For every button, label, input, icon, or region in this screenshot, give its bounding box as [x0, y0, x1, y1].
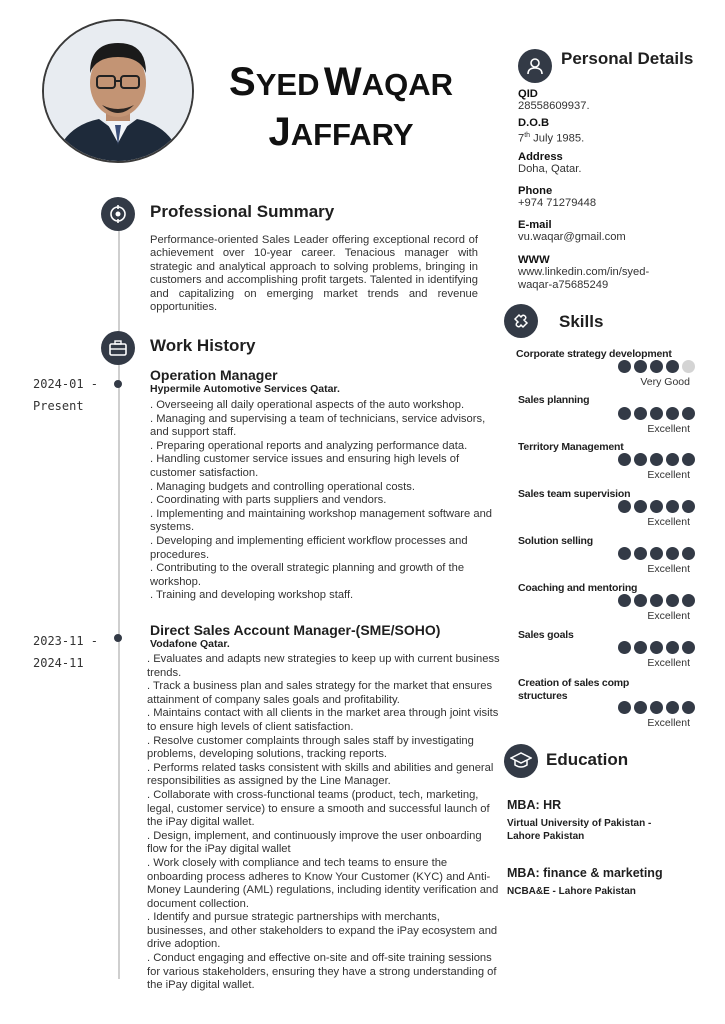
name-line-1 [196, 62, 486, 102]
qid-label: QID [518, 88, 538, 100]
skill-rating-label: Excellent [647, 657, 690, 669]
work-history-title: Work History [150, 336, 256, 355]
rating-dot-filled [682, 453, 695, 466]
skill-rating-dots [618, 547, 695, 560]
job2-company: Vodafone Qatar. [150, 638, 230, 650]
job1-company: Hypermile Automotive Services Qatar. [150, 383, 340, 395]
timeline-dot [114, 380, 122, 388]
middle-name-initial: W [323, 60, 362, 104]
skill-rating-label: Excellent [647, 516, 690, 528]
dob-value [518, 129, 718, 146]
skill-rating-label: Excellent [647, 717, 690, 729]
skill-name [518, 677, 629, 703]
personal-details [518, 88, 718, 293]
personal-details-title: Personal Details [561, 49, 694, 68]
list-item: . Performs related tasks consistent with skills and abilities and general responsibilities as assigned by the Line Manager. [147, 761, 494, 788]
list-item: . Managing and supervising a team of technicians, service advisors, and support staff. [150, 412, 486, 439]
edu2-school: NCBA&E - Lahore Pakistan [507, 886, 636, 897]
rating-dot-filled [650, 407, 663, 420]
rating-dot-filled [634, 360, 647, 373]
skill-rating-dots [618, 500, 695, 513]
skill-name: Territory Management [518, 441, 624, 453]
phone-label: Phone [518, 184, 553, 197]
rating-dot-filled [682, 594, 695, 607]
summary-icon [101, 197, 135, 231]
rating-dot-filled [682, 407, 695, 420]
rating-dot-filled [666, 641, 679, 654]
rating-dot-filled [634, 641, 647, 654]
rating-dot-filled [618, 594, 631, 607]
list-item: . Evaluates and adapts new strategies to keep up with current business trends. [147, 653, 500, 679]
skill-name: Solution selling [518, 535, 593, 547]
middle-name-rest: AQAR [361, 67, 453, 102]
skill-name: Coaching and mentoring [518, 582, 638, 594]
job1-title: Operation Manager [150, 367, 278, 383]
job1-date-start: 2024-01 - [33, 377, 99, 391]
www-label: WWW [518, 253, 550, 266]
puzzle-icon [504, 304, 538, 338]
skill-rating-dots [618, 453, 695, 466]
rating-dot-filled [650, 500, 663, 513]
rating-dot-filled [650, 547, 663, 560]
list-item: . Developing and implementing efficient workflow processes and procedures. [150, 534, 468, 561]
profile-photo [42, 19, 194, 163]
first-name-initial: S [229, 60, 256, 104]
last-name-rest: AFFARY [290, 117, 414, 152]
rating-dot-filled [634, 453, 647, 466]
skill-rating-dots [618, 360, 695, 373]
rating-dot-filled [634, 407, 647, 420]
email-value[interactable]: vu.waqar@gmail.com [518, 231, 626, 244]
rating-dot-filled [666, 547, 679, 560]
dob-day: 7 [518, 133, 525, 146]
rating-dot-filled [650, 641, 663, 654]
list-item: . Design, implement, and continuously improve the user onboarding flow for the iPay digital wallet [147, 829, 482, 856]
www-value-line1[interactable]: www.linkedin.com/in/syed- [518, 265, 650, 278]
rating-dot-filled [618, 547, 631, 560]
skills-title: Skills [559, 312, 604, 331]
rating-dot-filled [666, 407, 679, 420]
skill-rating-label: Excellent [647, 610, 690, 622]
summary-text: Performance-oriented Sales Leader offering exceptional record of achievement over 10-year career. Tenacious manager with strategic and analytical approach to solving problems, bringing in customers and accomplishing profit targets. Talented in identifying and capitalizing on emerging market trends and revenue opportunities. [150, 234, 478, 314]
rating-dot-filled [634, 701, 647, 714]
list-item: . Coordinating with parts suppliers and vendors. [150, 494, 387, 507]
list-item: . Collaborate with cross-functional teams (product, tech, marketing, legal, customer service) to ensure a smooth and successful launch of the iPay digital wallet. [147, 788, 490, 829]
skill-name: Corporate strategy development [516, 348, 672, 360]
first-name-rest: YED [255, 67, 320, 102]
rating-dot-filled [650, 360, 663, 373]
email-label: E-mail [518, 219, 552, 232]
list-item: . Track a business plan and sales strategy for the market that ensures attainment of company sales goals and profitability. [147, 680, 493, 706]
skill-name-line1: Creation of sales comp [518, 677, 630, 689]
rating-dot-filled [618, 701, 631, 714]
job2-dates [33, 630, 98, 674]
list-item: . Overseeing all daily operational aspects of the auto workshop. [150, 399, 465, 411]
list-item: . Managing budgets and controlling operational costs. [150, 480, 415, 493]
user-icon [518, 49, 552, 83]
rating-dot-filled [650, 594, 663, 607]
education-title: Education [546, 750, 629, 769]
timeline-line [118, 214, 120, 979]
rating-dot-filled [666, 360, 679, 373]
skill-rating-dots [618, 701, 695, 714]
list-item: . Work closely with compliance and tech teams to ensure the onboarding process adheres to Know Your Customer (KYC) and Anti-Money Laundering (AML) regulations, including identity verification and document collection. [147, 856, 499, 910]
rating-dot-filled [618, 641, 631, 654]
skill-name: Sales team supervision [518, 488, 631, 500]
rating-dot-filled [666, 453, 679, 466]
name-line-2 [196, 112, 486, 152]
www-value-line2[interactable]: waqar-a75685249 [518, 279, 609, 292]
job2-title: Direct Sales Account Manager-(SME/SOHO) [150, 622, 441, 638]
skill-rating-label: Excellent [647, 423, 690, 435]
rating-dot-filled [682, 701, 695, 714]
list-item: . Conduct engaging and effective on-site and off-site training sessions for various stakeholders, ensuring they have a strong understanding of the iPay digital wallet. [147, 952, 497, 992]
rating-dot-filled [650, 701, 663, 714]
rating-dot-filled [634, 500, 647, 513]
skill-name: Sales planning [518, 394, 590, 406]
job2-date-end: 2024-11 [33, 656, 84, 670]
skill-rating-label: Very Good [640, 376, 690, 388]
graduation-cap-icon [504, 744, 538, 778]
list-item: . Implementing and maintaining workshop management software and systems. [150, 507, 493, 534]
skill-rating-dots [618, 641, 695, 654]
skill-name: Sales goals [518, 629, 574, 641]
edu2-degree: MBA: finance & marketing [507, 866, 663, 880]
skill-rating-dots [618, 594, 695, 607]
dob-suffix: th [524, 132, 531, 140]
summary-title: Professional Summary [150, 202, 335, 221]
edu1-degree: MBA: HR [507, 798, 562, 812]
list-item: . Handling customer service issues and ensuring high levels of customer satisfaction. [150, 453, 460, 479]
list-item: . Identify and pursue strategic partnerships with merchants, businesses, and other stakeholders to expand the iPay ecosystem and drive adoption. [147, 911, 498, 951]
rating-dot-filled [666, 500, 679, 513]
list-item: . Contributing to the overall strategic planning and growth of the workshop. [150, 562, 465, 588]
skill-rating-dots [618, 407, 695, 420]
briefcase-icon [101, 331, 135, 365]
dob-rest: July 1985. [530, 133, 585, 146]
dob-label: D.O.B [518, 117, 550, 130]
list-item: . Maintains contact with all clients in the market area through joint visits to ensure high levels of client satisfaction. [147, 707, 499, 733]
skill-name-line2: structures [518, 690, 568, 702]
rating-dot-filled [634, 547, 647, 560]
edu1-school-line2: Lahore Pakistan [507, 831, 585, 842]
phone-value: +974 71279448 [518, 196, 597, 209]
skill-rating-label: Excellent [647, 563, 690, 575]
rating-dot-filled [650, 453, 663, 466]
rating-dot-filled [618, 360, 631, 373]
edu1-school [507, 817, 651, 843]
list-item: . Resolve customer complaints through sales staff by investigating problems, developing solutions, tracking reports. [147, 734, 474, 761]
rating-dot-filled [618, 453, 631, 466]
list-item: . Preparing operational reports and analyzing performance data. [150, 439, 468, 452]
edu1-school-line1: Virtual University of Pakistan - [507, 818, 652, 829]
qid-value: 28558609937. [518, 100, 590, 112]
rating-dot-filled [682, 500, 695, 513]
rating-dot-filled [666, 594, 679, 607]
timeline-dot [114, 634, 122, 642]
last-name-initial: J [268, 110, 291, 154]
skill-rating-label: Excellent [647, 469, 690, 481]
rating-dot-filled [682, 641, 695, 654]
job2-bullets [147, 653, 501, 993]
address-value: Doha, Qatar. [518, 162, 582, 175]
job2-date-start: 2023-11 - [33, 634, 99, 648]
rating-dot-empty [682, 360, 695, 373]
rating-dot-filled [666, 701, 679, 714]
address-label: Address [518, 150, 563, 163]
rating-dot-filled [618, 500, 631, 513]
job1-date-end: Present [33, 399, 84, 413]
job1-bullets [150, 399, 500, 603]
rating-dot-filled [618, 407, 631, 420]
rating-dot-filled [682, 547, 695, 560]
list-item: . Training and developing workshop staff. [150, 589, 354, 602]
job1-dates [33, 373, 98, 417]
rating-dot-filled [634, 594, 647, 607]
